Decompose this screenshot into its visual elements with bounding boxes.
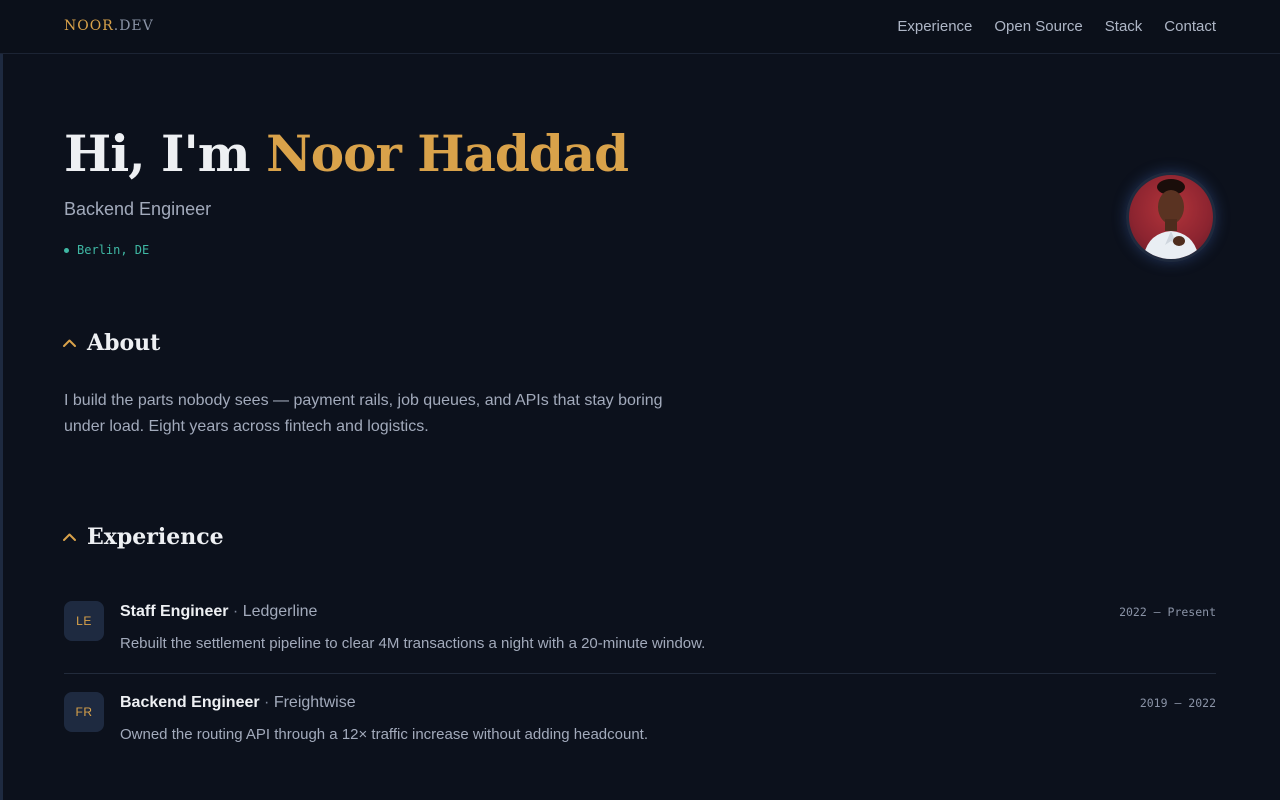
nav-open-source[interactable]: Open Source [994, 18, 1083, 35]
experience-item [64, 692, 1216, 752]
experience-item [64, 601, 1216, 661]
job-separator: · [228, 603, 243, 620]
nav-contact[interactable]: Contact [1164, 18, 1216, 35]
job-description: Rebuilt the settlement pipeline to clear 4M transactions a night with a 20-minute window. [120, 635, 706, 652]
left-rail [0, 0, 3, 800]
company-logo: LE [64, 601, 104, 641]
divider [64, 673, 1216, 674]
location-dot-icon [64, 248, 69, 253]
logo-accent: NOOR [64, 18, 114, 34]
hero-greeting: Hi, I'm [64, 124, 267, 183]
job-dates: 2022 — Present [1119, 605, 1216, 619]
site-logo[interactable] [64, 18, 154, 34]
job-heading [120, 603, 317, 621]
job-role: Staff Engineer [120, 603, 229, 620]
avatar-portrait [1129, 175, 1213, 259]
experience-section-header[interactable] [62, 524, 224, 550]
main-nav [897, 18, 1216, 35]
nav-experience[interactable]: Experience [897, 18, 973, 35]
hero-role: Backend Engineer [64, 199, 212, 219]
job-dates: 2019 — 2022 [1139, 696, 1216, 710]
about-title: About [87, 330, 161, 356]
job-role: Backend Engineer [120, 694, 260, 711]
experience-title: Experience [87, 524, 224, 550]
about-text: I build the parts nobody sees — payment rails, job queues, and APIs that stay boring under load. Eight years across fintech and logistics. [64, 392, 663, 435]
job-company: Ledgerline [242, 603, 318, 620]
hero-title [64, 124, 628, 183]
chevron-up-icon[interactable] [62, 336, 77, 351]
job-description: Owned the routing API through a 12× traffic increase without adding headcount. [120, 726, 648, 743]
hero-location [64, 243, 149, 257]
chevron-up-icon[interactable] [62, 530, 77, 545]
hero-name: Noor Haddad [266, 124, 629, 183]
logo-rest: .DEV [113, 18, 154, 34]
avatar [1126, 172, 1216, 262]
job-separator: · [259, 694, 274, 711]
location-text: Berlin, DE [77, 243, 150, 257]
top-nav-bar [0, 0, 1280, 54]
about-section-header[interactable] [62, 330, 160, 356]
nav-stack[interactable]: Stack [1104, 18, 1143, 35]
company-logo: FR [64, 692, 104, 732]
job-heading [120, 694, 356, 712]
job-company: Freightwise [273, 694, 356, 711]
